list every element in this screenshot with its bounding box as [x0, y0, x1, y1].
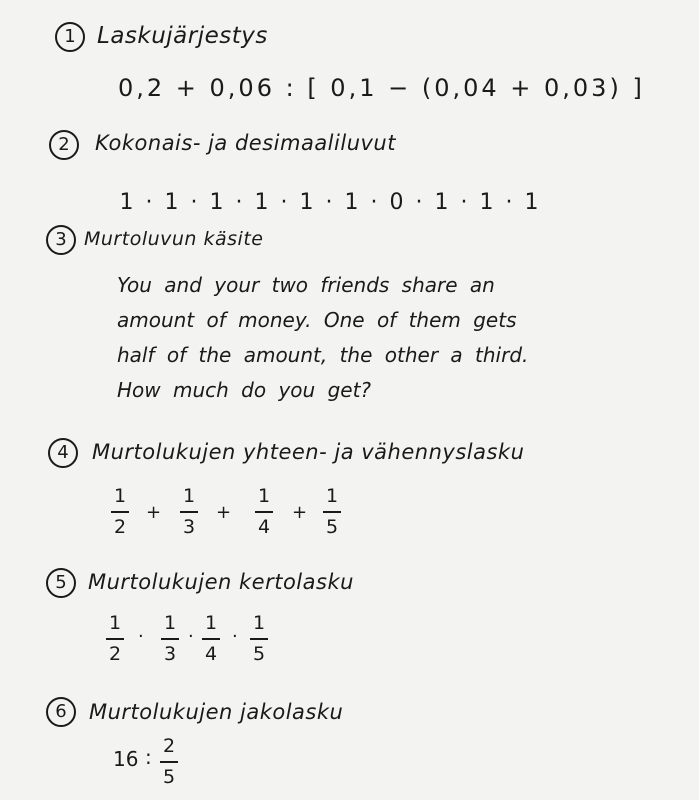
section-2-sequence: [116, 190, 542, 215]
sequence-digit: 1: [524, 190, 539, 215]
s4-fraction-1-denominator: 2: [113, 516, 127, 538]
section-3-number: 3: [46, 225, 76, 255]
sequence-dot: ·: [460, 190, 468, 215]
s5-fraction-2: [158, 614, 182, 664]
fraction-bar: [323, 511, 341, 513]
s6-fraction: [157, 737, 181, 787]
s5-fraction-1-denominator: 2: [108, 643, 122, 665]
s4-operator-3: +: [292, 502, 308, 523]
fraction-bar: [202, 638, 220, 640]
sequence-digit: 1: [434, 190, 449, 215]
s5-fraction-4-denominator: 5: [252, 643, 266, 665]
s5-operator-1: ·: [138, 626, 144, 647]
fraction-bar: [106, 638, 124, 640]
sequence-dot: ·: [415, 190, 423, 215]
sequence-digit: 1: [209, 190, 224, 215]
s5-operator-2: ·: [188, 626, 194, 647]
s4-fraction-2-numerator: 1: [182, 485, 196, 507]
s5-fraction-4: [247, 614, 271, 664]
fraction-bar: [111, 511, 129, 513]
s4-fraction-4: [320, 487, 344, 537]
section-5-number: 5: [46, 568, 76, 598]
section-3-title: Murtoluvun käsite: [84, 228, 264, 250]
s5-fraction-1-numerator: 1: [108, 612, 122, 634]
sequence-dot: ·: [280, 190, 288, 215]
s6-fraction-numerator: 2: [162, 735, 176, 757]
s4-fraction-1-numerator: 1: [113, 485, 127, 507]
s5-fraction-2-numerator: 1: [163, 612, 177, 634]
sequence-digit: 1: [119, 190, 134, 215]
s5-fraction-2-denominator: 3: [163, 643, 177, 665]
s4-fraction-4-numerator: 1: [325, 485, 339, 507]
s6-operator: :: [145, 745, 152, 769]
fraction-bar: [161, 638, 179, 640]
s4-fraction-4-denominator: 5: [325, 516, 339, 538]
s5-fraction-3: [199, 614, 223, 664]
section-2-number: 2: [49, 130, 79, 160]
sequence-dot: ·: [325, 190, 333, 215]
sequence-dot: ·: [370, 190, 378, 215]
sequence-digit: 1: [344, 190, 359, 215]
s4-operator-1: +: [146, 502, 162, 523]
section-1-number: 1: [55, 22, 85, 52]
s5-fraction-4-numerator: 1: [252, 612, 266, 634]
fraction-bar: [160, 761, 178, 763]
section-5-title: Murtolukujen kertolasku: [88, 570, 354, 594]
section-3-word-problem: You and your two friends share an amount of money. One of them gets half of the amount, the other a third. How much do you get?: [117, 273, 529, 402]
s5-operator-3: ·: [232, 626, 238, 647]
section-4-title: Murtolukujen yhteen- ja vähennyslasku: [92, 440, 525, 464]
sequence-digit: 1: [479, 190, 494, 215]
s4-operator-2: +: [216, 502, 232, 523]
fraction-bar: [255, 511, 273, 513]
s4-fraction-2: [177, 487, 201, 537]
section-1-expression: 0,2 + 0,06 : [ 0,1 − (0,04 + 0,03) ]: [118, 74, 645, 102]
s5-fraction-3-numerator: 1: [204, 612, 218, 634]
sequence-dot: ·: [190, 190, 198, 215]
s5-fraction-1: [103, 614, 127, 664]
fraction-bar: [180, 511, 198, 513]
s6-whole-number: 16: [113, 747, 139, 771]
section-1-title: Laskujärjestys: [97, 23, 268, 49]
s6-fraction-denominator: 5: [162, 766, 176, 788]
fraction-bar: [250, 638, 268, 640]
section-4-number: 4: [48, 438, 78, 468]
sequence-dot: ·: [145, 190, 153, 215]
section-6-number: 6: [46, 697, 76, 727]
s4-fraction-1: [108, 487, 132, 537]
sequence-digit: 1: [254, 190, 269, 215]
s4-fraction-2-denominator: 3: [182, 516, 196, 538]
section-2-title: Kokonais- ja desimaaliluvut: [95, 131, 396, 155]
sequence-digit: 1: [299, 190, 314, 215]
s5-fraction-3-denominator: 4: [204, 643, 218, 665]
sequence-dot: ·: [505, 190, 513, 215]
section-6-title: Murtolukujen jakolasku: [89, 700, 344, 724]
s4-fraction-3: [252, 487, 276, 537]
sequence-digit: 0: [389, 190, 404, 215]
s4-fraction-3-numerator: 1: [257, 485, 271, 507]
sequence-dot: ·: [235, 190, 243, 215]
s4-fraction-3-denominator: 4: [257, 516, 271, 538]
sequence-digit: 1: [164, 190, 179, 215]
